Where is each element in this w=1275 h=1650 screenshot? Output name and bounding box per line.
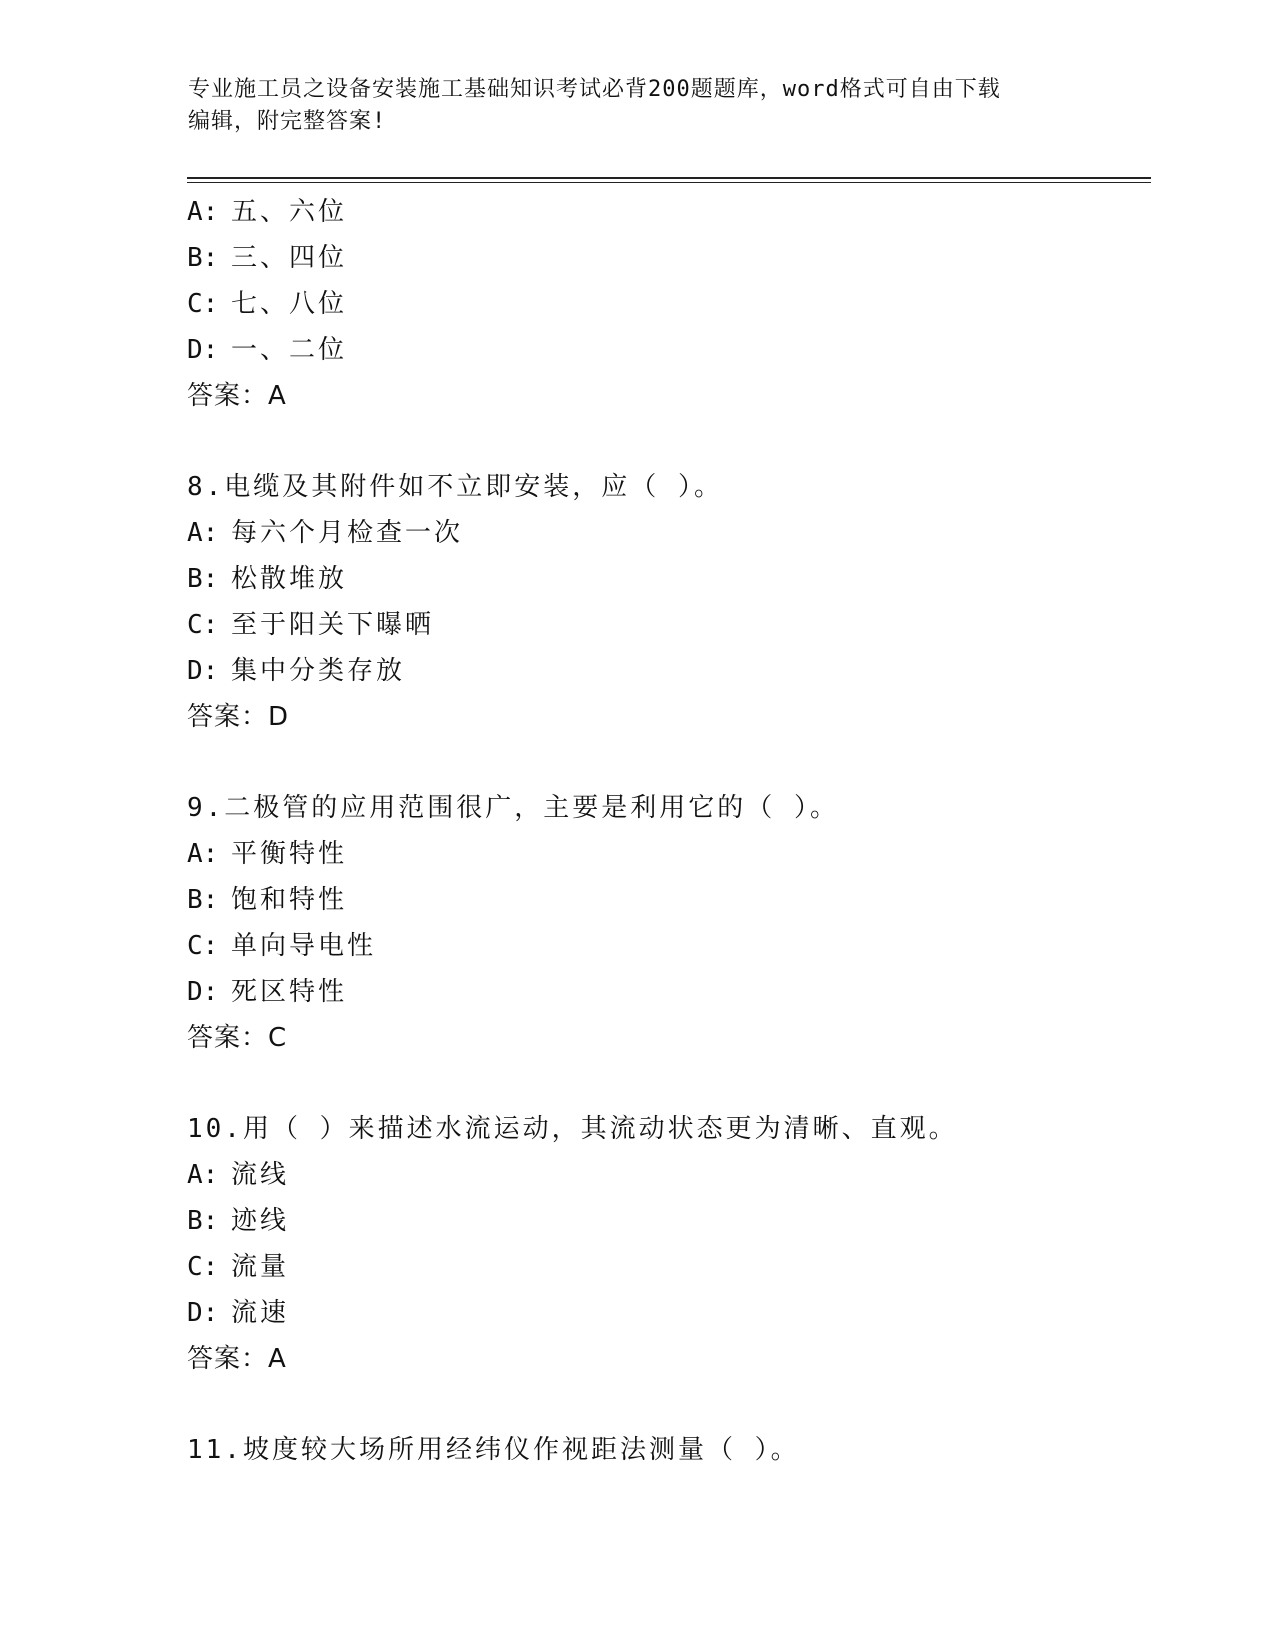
option-text: 五、六位 [231,197,348,227]
header-divider-thin [187,182,1151,183]
option-text: 松散堆放 [231,564,348,594]
option-letter: A: [187,197,219,227]
option-a [187,510,1147,556]
option-a [187,189,1147,235]
option-text: 集中分类存放 [231,656,406,686]
option-c [187,1244,1147,1290]
option-letter: B: [187,564,219,594]
option-letter: D: [187,335,219,365]
question-stem: 8.电缆及其附件如不立即安装，应（ ）。 [187,472,723,502]
option-letter: A: [187,839,219,869]
option-letter: B: [187,885,219,915]
header-title-line2: 编辑，附完整答案! [188,109,387,134]
option-b [187,235,1147,281]
option-text: 平衡特性 [231,839,348,869]
question-block-8 [187,464,1147,740]
question-block-9 [187,785,1147,1061]
option-letter: C: [187,610,219,640]
option-a [187,831,1147,877]
option-text: 流量 [231,1252,290,1282]
option-letter: C: [187,289,219,319]
option-letter: B: [187,1206,219,1236]
option-d [187,969,1147,1015]
header-divider-thick [187,177,1151,179]
question-block-7 [187,189,1147,419]
option-letter: D: [187,977,219,1007]
option-c [187,281,1147,327]
option-letter: A: [187,1160,219,1190]
document-header [188,74,1108,138]
option-text: 流线 [231,1160,290,1190]
header-title-line1: 专业施工员之设备安装施工基础知识考试必背200题题库，word格式可自由下载 [188,77,1001,102]
question-block-10 [187,1106,1147,1382]
question-stem: 9.二极管的应用范围很广，主要是利用它的（ ）。 [187,793,839,823]
option-text: 七、八位 [231,289,348,319]
option-c [187,923,1147,969]
option-a [187,1152,1147,1198]
question-stem: 11.坡度较大场所用经纬仪作视距法测量（ ）。 [187,1435,800,1465]
option-letter: C: [187,1252,219,1282]
question-stem: 10.用（ ）来描述水流运动，其流动状态更为清晰、直观。 [187,1114,958,1144]
option-text: 迹线 [231,1206,290,1236]
option-letter: C: [187,931,219,961]
option-text: 一、二位 [231,335,348,365]
answer-line: 答案：A [187,381,287,411]
option-b [187,1198,1147,1244]
option-text: 单向导电性 [231,931,377,961]
option-letter: D: [187,656,219,686]
option-text: 饱和特性 [231,885,348,915]
answer-line: 答案：A [187,1344,287,1374]
option-b [187,556,1147,602]
option-letter: A: [187,518,219,548]
option-text: 至于阳关下曝晒 [231,610,435,640]
option-text: 死区特性 [231,977,348,1007]
answer-line: 答案：D [187,702,290,732]
option-d [187,327,1147,373]
option-text: 流速 [231,1298,290,1328]
answer-line: 答案：C [187,1023,288,1053]
option-text: 三、四位 [231,243,348,273]
question-list [187,189,1147,1473]
option-d [187,1290,1147,1336]
option-text: 每六个月检查一次 [231,518,464,548]
option-b [187,877,1147,923]
option-letter: B: [187,243,219,273]
option-d [187,648,1147,694]
option-letter: D: [187,1298,219,1328]
question-block-11 [187,1427,1147,1473]
option-c [187,602,1147,648]
